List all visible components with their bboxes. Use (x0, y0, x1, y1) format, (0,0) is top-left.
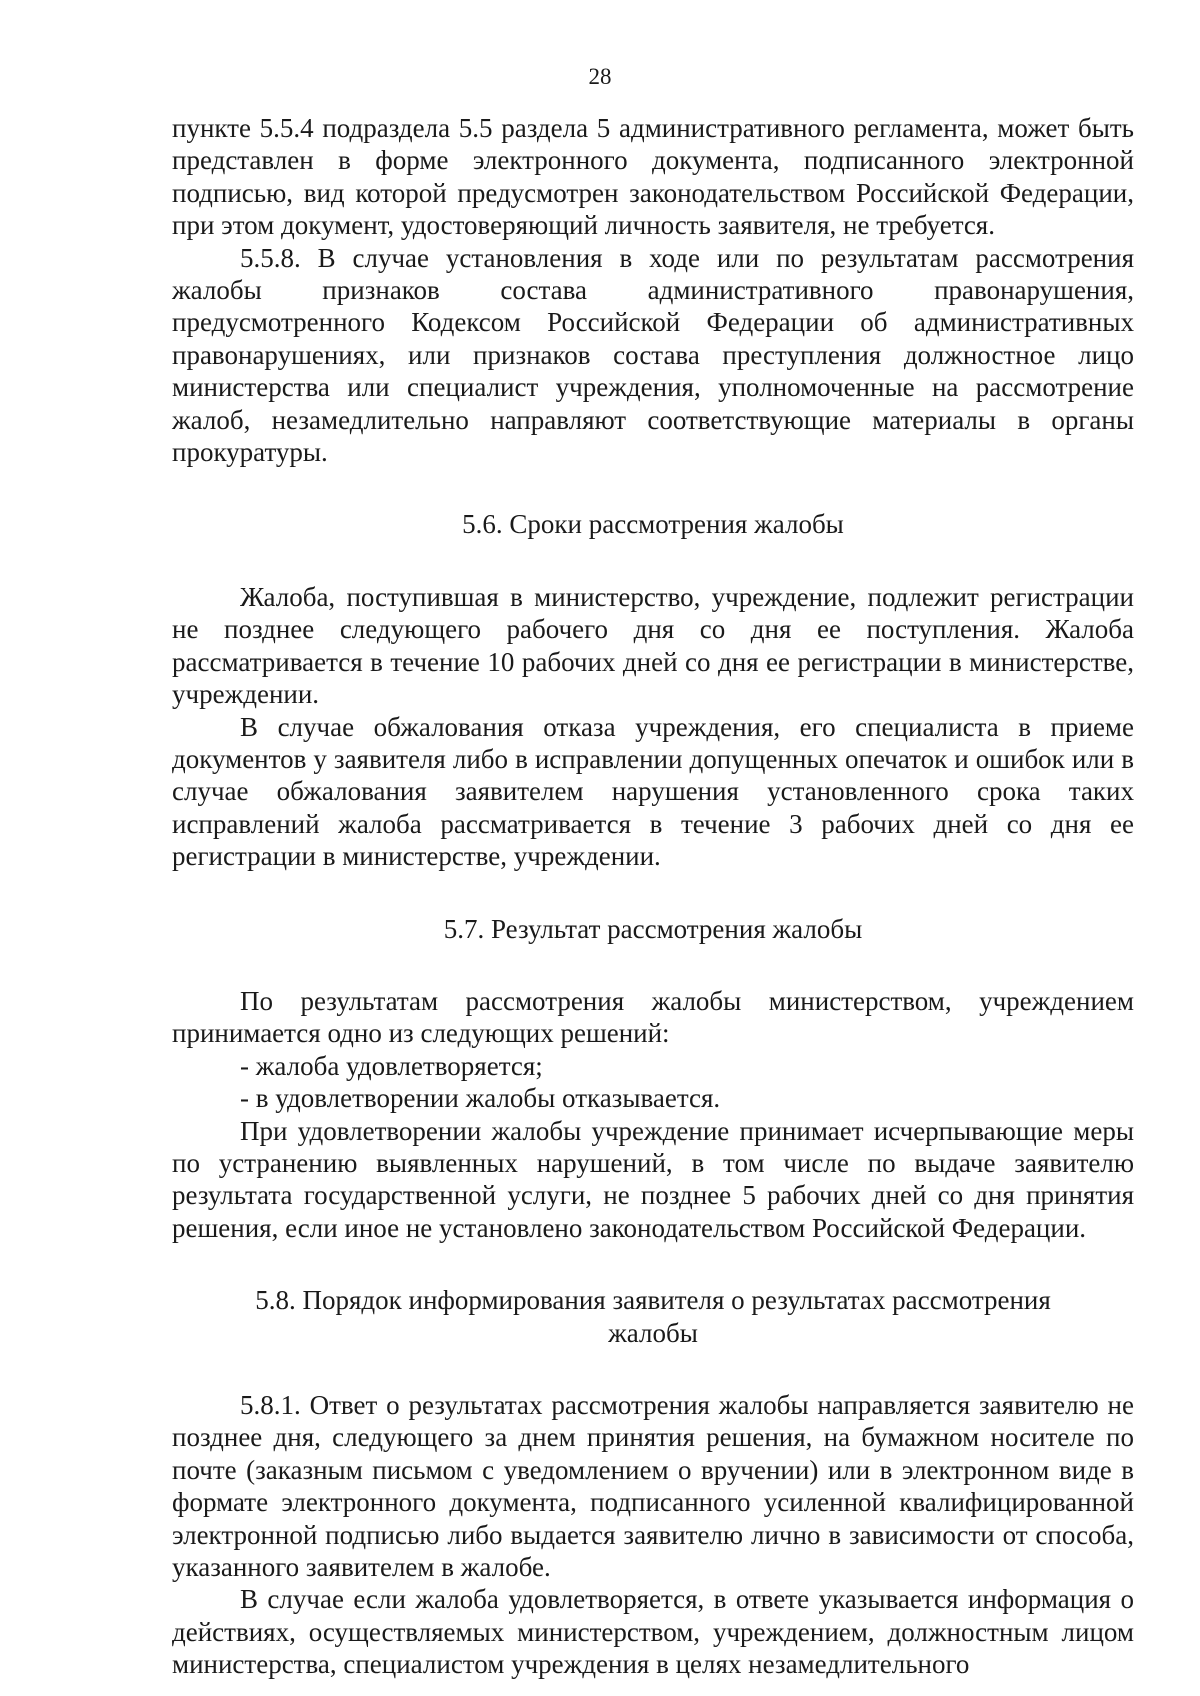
section-heading-5-8: 5.8. Порядок информирования заявителя о результатах рассмотрения жалобы (255, 1285, 1051, 1348)
section-heading-5-6: 5.6. Сроки рассмотрения жалобы (462, 509, 844, 540)
paragraph-5-8-1: 5.8.1. Ответ о результатах рассмотрения жалобы направляется заявителю не позднее дня, следующего за днем принятия решения, на бумажном носителе по почте (заказным письмом с уведомлением о вручении) или в электронном виде в формате электронного документа, подписанного усиленной квалифицированной электронной подписью либо выдается заявителю лично в зависимости от способа, указанного заявителем в жалобе. (172, 1390, 1134, 1583)
list-item-satisfied: - жалоба удовлетворяется; (240, 1050, 543, 1081)
list-item-refused: - в удовлетворении жалобы отказывается. (240, 1083, 721, 1114)
paragraph-response-info: В случае если жалоба удовлетворяется, в ответе указывается информация о действиях, осуществляемых министерством, учреждением, должностным лицом министерства, специалистом учреждения в целях незамедлительного (172, 1584, 1134, 1680)
paragraph-continuation: пункте 5.5.4 подраздела 5.5 раздела 5 административного регламента, может быть представлен в форме электронного документа, подписанного электронной подписью, вид которой предусмотрен законодательством Российской Федерации, при этом документ, удостоверяющий личность заявителя, не требуется. (172, 113, 1134, 241)
paragraph-appeal-refusal: В случае обжалования отказа учреждения, его специалиста в приеме документов у заявителя либо в исправлении допущенных опечаток и ошибок или в случае обжалования заявителем нарушения установленного срока таких исправлений жалоба рассматривается в течение 3 рабочих дней со дня ее регистрации в министерстве, учреждении. (172, 711, 1134, 872)
page-number: 28 (588, 64, 612, 89)
section-heading-5-7: 5.7. Результат рассмотрения жалобы (443, 913, 863, 944)
paragraph-5-5-8: 5.5.8. В случае установления в ходе или по результатам рассмотрения жалобы признаков состава административного правонарушения, предусмотренного Кодексом Российской Федерации об административных правонарушениях, или признаков состава преступления должностное лицо министерства или специалист учреждения, уполномоченные на рассмотрение жалоб, незамедлительно направляют соответствующие материалы в органы прокуратуры. (172, 242, 1134, 468)
document-body (172, 112, 1134, 1681)
paragraph-registration: Жалоба, поступившая в министерство, учреждение, подлежит регистрации не позднее следующего рабочего дня со дня ее поступления. Жалоба рассматривается в течение 10 рабочих дней со дня ее регистрации в министерстве, учреждении. (172, 581, 1134, 710)
paragraph-satisfaction-measures: При удовлетворении жалобы учреждение принимает исчерпывающие меры по устранению выявленных нарушений, в том числе по выдаче заявителю результата государственной услуги, не позднее 5 рабочих дней со дня принятия решения, если иное не установлено законодательством Российской Федерации. (172, 1115, 1134, 1243)
paragraph-decisions-intro: По результатам рассмотрения жалобы министерством, учреждением принимается одно из следующих решений: (172, 985, 1134, 1049)
